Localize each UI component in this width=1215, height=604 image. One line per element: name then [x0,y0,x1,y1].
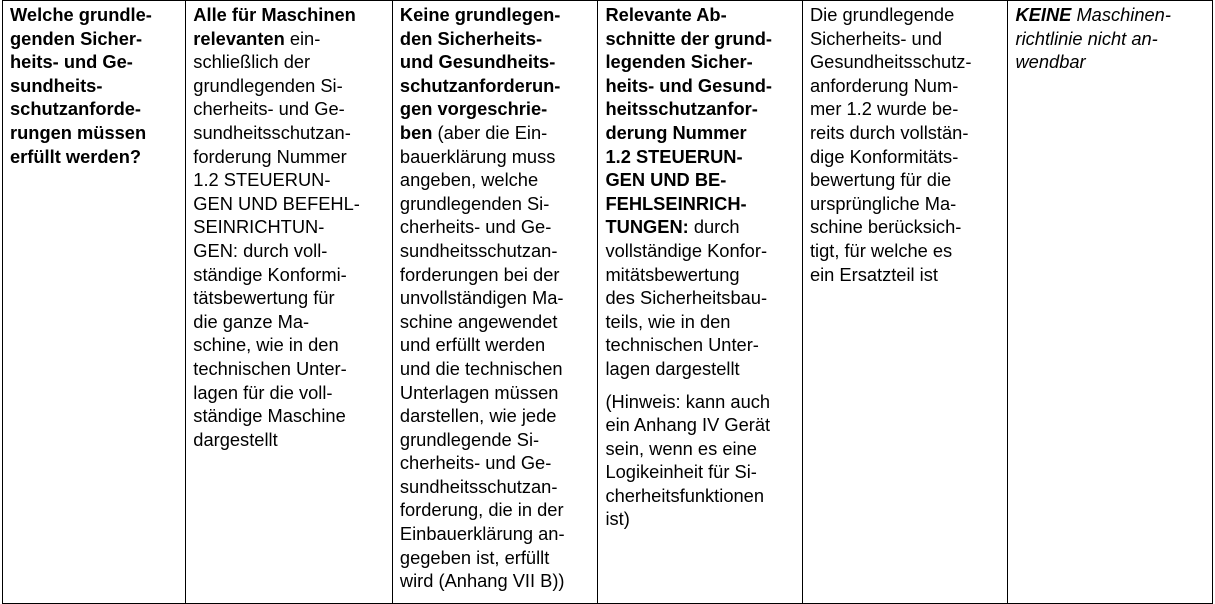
cell-line: tätsbewertung für [193,287,335,309]
cell-line: schine, wie in den [193,334,339,356]
cell-line: forderungen bei der [399,263,560,285]
cell-line: schutzanforderun- [399,74,561,96]
requirements-table [2,0,1213,604]
cell-line: grundlegenden Si- [193,74,343,96]
cell-line: sundheitsschutzan- [399,239,558,261]
note-line: Logikeinheit für Si- [605,461,757,483]
cell-line: GEN: durch voll- [193,239,328,261]
cell-line: dige Konformitäts- [809,145,959,167]
cell-line: teils, wie in den [605,310,731,332]
cell-line: forderung, die in der [399,499,564,521]
cell-line: heits- und Ge- [10,51,133,73]
cell-line [1015,3,1206,27]
cell-line: gen vorgeschrie- [399,98,548,120]
cell-line: Die grundlegende [809,4,955,25]
cell-line [605,215,795,239]
cell-line [400,121,592,145]
cell-line: rungen müssen [10,121,147,143]
plain-text: Maschinen- [1071,4,1171,25]
cell-not-applicable [1008,1,1213,604]
cell-line: cherheits- und Ge- [399,216,552,238]
cell-line: reits durch vollstän- [809,121,969,143]
cell-line: anforderung Num- [809,74,959,96]
cell-line: lagen für die voll- [193,381,333,403]
note-line: ein Anhang IV Gerät [605,414,771,436]
cell-line: vollständige Konfor- [605,239,768,261]
cell-line: bewertung für die [809,169,952,191]
cell-line: Alle für Maschinen [193,4,356,25]
cell-line: erfüllt werden? [10,145,142,167]
bold-text: relevanten [193,27,285,49]
cell-line: 1.2 STEUERUN- [193,169,331,191]
plain-text: (aber die Ein- [432,121,548,143]
cell-line: technischen Unter- [605,334,759,356]
cell-line: cherheits- und Ge- [193,98,345,120]
cell-line: gegeben ist, erfüllt [399,546,550,568]
cell-line: schine berücksich- [809,216,962,238]
cell-line: sundheits- [10,74,103,96]
cell-line [193,27,386,51]
cell-line: wird (Anhang VII B)) [399,570,565,592]
cell-line: sundheitsschutzan- [399,475,558,497]
bold-text: TUNGEN: [605,216,689,238]
cell-line: SEINRICHTUN- [193,216,325,238]
cell-line: unvollständigen Ma- [399,287,564,309]
plain-text: ein- [284,27,321,49]
cell-line: heitsschutzanfor- [605,98,758,120]
cell-line: GEN UND BE- [605,169,727,191]
cell-line: angeben, welche [399,169,539,191]
cell-line: FEHLSEINRICH- [605,192,747,214]
note-line: (Hinweis: kann auch [605,390,771,412]
cell-line: Gesundheitsschutz- [809,51,972,73]
cell-line: ursprüngliche Ma- [809,192,957,214]
cell-line: cherheits- und Ge- [399,452,552,474]
cell-question [3,1,186,604]
cell-line: mitätsbewertung [605,263,740,285]
cell-line: richtlinie nicht an- [1015,27,1158,49]
cell-spare-part [802,1,1008,604]
cell-line: grundlegenden Si- [399,192,550,214]
cell-line: Relevante Ab- [605,4,727,25]
cell-line: GEN UND BEFEHL- [193,192,360,214]
cell-line: grundlegende Si- [399,428,540,450]
cell-line: Keine grundlegen- [399,4,561,25]
cell-line: schließlich der [193,51,311,73]
cell-line: tigt, für welche es [809,239,953,261]
cell-line: und die technischen [399,357,563,379]
table-row [3,1,1213,604]
cell-partly-completed-machine [392,1,598,604]
cell-line: Welche grundle- [10,4,152,25]
cell-line: und Gesundheits- [399,51,556,73]
cell-line: legenden Sicher- [605,51,753,73]
cell-line: lagen dargestellt [605,357,740,379]
cell-line: 1.2 STEUERUN- [605,145,743,167]
cell-line: ein Ersatzteil ist [809,263,938,285]
cell-line: Unterlagen müssen [399,381,559,403]
cell-line: bauerklärung muss [399,145,556,167]
cell-line: forderung Nummer [193,145,347,167]
cell-line: technischen Unter- [193,357,347,379]
cell-line: schine angewendet [399,310,558,332]
cell-line: und erfüllt werden [399,334,546,356]
cell-line: dargestellt [193,428,278,450]
bold-text: ben [399,121,433,143]
cell-line: sundheitsschutzan- [193,121,351,143]
cell-line: des Sicherheitsbau- [605,287,768,309]
cell-line: Einbauerklärung an- [399,523,565,545]
paragraph-gap [605,381,795,390]
cell-safety-component [598,1,802,604]
cell-line: wendbar [1015,51,1086,73]
cell-line: heits- und Gesund- [605,74,773,96]
note-line: sein, wenn es eine [605,437,757,459]
cell-line: ständige Konformi- [193,263,347,285]
cell-line: die ganze Ma- [193,310,310,332]
cell-line: ständige Maschine [193,405,346,427]
cell-line: schutzanforde- [10,98,142,120]
cell-line: schnitte der grund- [605,27,773,49]
cell-line: Sicherheits- und [809,27,943,49]
cell-line: mer 1.2 wurde be- [809,98,959,120]
cell-complete-machine [186,1,393,604]
note-line: ist) [605,508,630,530]
cell-line: genden Sicher- [10,27,143,49]
plain-text: durch [688,216,740,238]
cell-line: derung Nummer [605,121,747,143]
cell-line: darstellen, wie jede [399,405,557,427]
bold-text: KEINE [1015,4,1072,25]
cell-line: den Sicherheits- [399,27,543,49]
note-line: cherheitsfunktionen [605,484,764,506]
